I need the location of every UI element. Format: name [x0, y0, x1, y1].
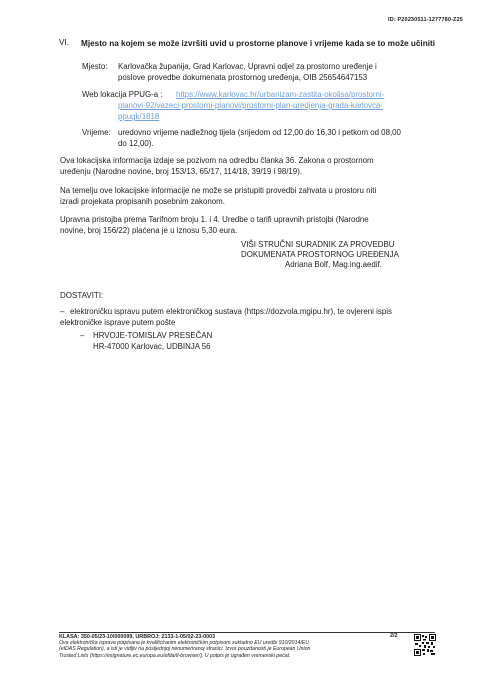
web-link-line-1[interactable]: https://www.karlovac.hr/urbanizam-zastita-okolisa/prostorni-: [176, 90, 385, 99]
section-title: Mjesto na kojem se može izvršiti uvid u prostorne planove i vrijeme kada se to može učiniti: [81, 39, 435, 48]
recipient-dash: –: [80, 331, 85, 340]
web-label: Web lokacija PPUG-a :: [82, 90, 163, 99]
paragraph-fee-line-1: Upravna pristojba prema Tarifnom broju 1. i 4. Uredbe o tarifi upravnih pristojbi (Narodne: [60, 215, 369, 224]
delivery-dash: –: [60, 307, 65, 316]
time-line-1: uredovno vrijeme nadležnog tijela (srijedom od 12,00 do 16,30 i petkom od 08,00: [118, 128, 401, 137]
signature-title-line-1: VIŠI STRUČNI SURADNIK ZA PROVEDBU: [241, 240, 395, 249]
place-line-1: Karlovačka županija, Grad Karlovac, Upravni odjel za prostorno uređenje i: [118, 62, 377, 71]
recipient-address: HR-47000 Karlovac, UDBINJA 56: [93, 342, 211, 351]
footer-note-line-1: Ova elektronička isprava potpisana je kvalificiranim elektroničkim potpisom sukladno EU uredbi 910/2014/EU: [59, 640, 309, 646]
signatory-name: Adriana Bolf, Mag.ing.aedif.: [285, 260, 382, 269]
place-row: [0, 61, 487, 85]
section-number: VI.: [59, 38, 70, 47]
paragraph-legal-basis: [60, 155, 455, 177]
footer-note-line-3: Trusted Lists (https://esignature.ec.europa.eu/efda/tl-browser/). U potpis je ugrađen vremenski pečat.: [59, 652, 291, 659]
qr-code-icon: [414, 634, 436, 656]
place-label: Mjesto:: [82, 62, 108, 71]
paragraph-restriction: [60, 185, 455, 207]
time-label: Vrijeme:: [82, 128, 111, 137]
footer-divider: [59, 632, 435, 633]
footer-signature-note: [59, 640, 395, 659]
paragraph-legal-basis-line-1: Ova lokacijska informacija izdaje se pozivom na odredbu članka 36. Zakona o prostornom: [60, 156, 374, 165]
footer-note-line-2: (eIDAS Regulation), a isti je vidljiv na posljednjoj nenumeriranoj stranici. Izvor pouzdanosti je European Union: [59, 646, 311, 653]
page-number: 2/2: [390, 633, 398, 639]
time-line-2: do 12,00).: [118, 139, 154, 148]
document-id: ID: P20230511-1277780-Z25: [388, 17, 463, 23]
time-row: [0, 127, 487, 151]
place-line-2: poslove provedbe dokumenata prostornog uređenja, OIB 25654647153: [118, 73, 368, 82]
recipient-name: HRVOJE-TOMISLAV PRESEČAN: [93, 331, 213, 340]
web-row: [0, 89, 487, 125]
paragraph-legal-basis-line-2: uređenju (Narodne novine, broj 153/13, 65/17, 114/18, 39/19 i 98/19).: [60, 167, 303, 177]
paragraph-restriction-line-1: Na temelju ove lokacijske informacije ne može se pristupiti provedbi zahvata u prostoru niti: [60, 186, 377, 195]
web-link-line-2[interactable]: planovi-92/vazeci-prostorni-planovi/prostorni-plan-uredjenja-grada-karlovca-: [118, 101, 383, 110]
dostaviti-heading: DOSTAVITI:: [60, 291, 104, 300]
paragraph-fee-line-2: novine, broj 156/22) plaćena je u iznosu 5,30 eura.: [60, 226, 238, 236]
signature-block: [241, 240, 426, 270]
delivery-item-line-1: elektroničku ispravu putem elektroničkog sustava (https://dozvola.mgipu.hr), te ovjereni ispis: [70, 307, 392, 316]
web-link-line-3[interactable]: ppugk/1818: [118, 112, 160, 121]
delivery-item-line-2: elektroničke isprave putem pošte: [60, 318, 176, 327]
paragraph-restriction-line-2: izradi projekata propisanih posebnim zakonom.: [60, 197, 225, 207]
signature-title-line-2: DOKUMENATA PROSTORNOG UREĐENJA: [241, 250, 399, 259]
footer-klasa: KLASA: 350-05/23-10/000099, URBROJ: 2133-1-05/02-23-0003: [59, 634, 216, 640]
paragraph-fee: [60, 214, 455, 236]
